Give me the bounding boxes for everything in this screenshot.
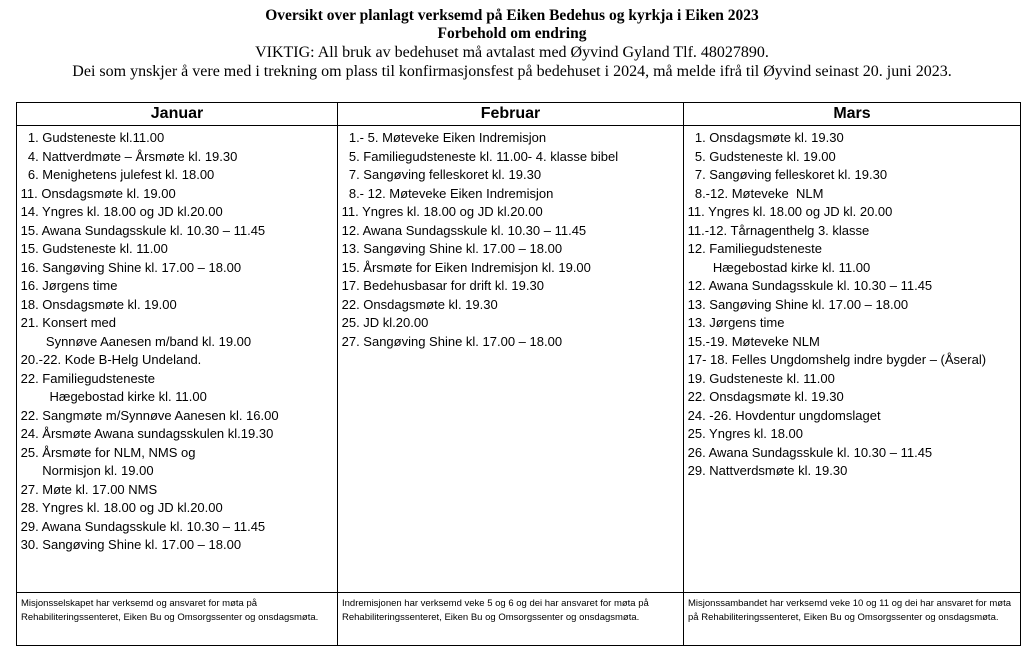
- event-item: 26. Awana Sundagsskule kl. 10.30 – 11.45: [684, 444, 933, 460]
- event-item: 1.- 5. Møteveke Eiken Indremisjon: [338, 130, 547, 145]
- confirmation-notice: Dei som ynskjer å vere med i trekning om plass til konfirmasjonsfest på bedehuset i 2024, må melde ifrå til Øyvind seinast 20. juni 2023.: [72, 63, 952, 80]
- event-item: 22. Sangmøte m/Synnøve Aanesen kl. 16.00: [17, 407, 279, 423]
- event-item: 8.-12. Møteveke NLM: [684, 185, 824, 201]
- event-item: 7. Sangøving felleskoret kl. 19.30: [684, 167, 888, 182]
- event-item: 1. Onsdagsmøte kl. 19.30: [684, 130, 844, 145]
- event-item: 17- 18. Felles Ungdomshelg indre bygder – (Åseral): [684, 352, 987, 367]
- note-mars: Misjonssambandet har verksemd veke 10 og 11 og dei har ansvaret for møta på Rehabiliteringssenteret, Eiken Bu og Omsorgssenter og onsdagsmøta.: [684, 593, 1021, 646]
- events-row: [17, 126, 1021, 593]
- event-item: 19. Gudsteneste kl. 11.00: [684, 370, 835, 386]
- event-item: 13. Sangøving Shine kl. 17.00 – 18.00: [338, 241, 563, 256]
- event-item: 11. Yngres kl. 18.00 og JD kl. 20.00: [684, 204, 893, 219]
- event-item: 13. Sangøving Shine kl. 17.00 – 18.00: [684, 296, 909, 312]
- event-item: 6. Menighetens julefest kl. 18.00: [17, 167, 215, 182]
- event-item: 5. Familiegudsteneste kl. 11.00- 4. klasse bibel: [338, 148, 619, 164]
- document-subtitle: Forbehold om endring: [437, 25, 587, 42]
- event-item: 28. Yngres kl. 18.00 og JD kl.20.00: [17, 500, 223, 515]
- events-januar: [17, 126, 338, 593]
- month-header-mars: Mars: [684, 103, 1021, 126]
- event-item: Normisjon kl. 19.00: [17, 463, 154, 478]
- event-item: 29. Awana Sundagsskule kl. 10.30 – 11.45: [17, 518, 266, 534]
- event-item: 11.-12. Tårnagenthelg 3. klasse: [684, 222, 870, 238]
- event-item: 25. Årsmøte for NLM, NMS og: [17, 444, 196, 460]
- event-item: 12. Awana Sundagsskule kl. 10.30 – 11.45: [684, 278, 933, 293]
- event-item: Hægebostad kirke kl. 11.00: [684, 259, 871, 275]
- event-item: 25. JD kl.20.00: [338, 315, 429, 330]
- event-item: 15. Årsmøte for Eiken Indremisjon kl. 19.00: [338, 259, 591, 275]
- schedule-table: [16, 102, 1021, 646]
- event-item: 20.-22. Kode B-Helg Undeland.: [17, 352, 202, 367]
- event-item: 24. Årsmøte Awana sundagsskulen kl.19.30: [17, 426, 274, 441]
- event-item: 27. Sangøving Shine kl. 17.00 – 18.00: [338, 333, 563, 349]
- event-item: 1. Gudsteneste kl.11.00: [17, 130, 165, 145]
- event-item: 12. Awana Sundagsskule kl. 10.30 – 11.45: [338, 222, 587, 238]
- event-item: 7. Sangøving felleskoret kl. 19.30: [338, 167, 542, 182]
- event-item: 22. Onsdagsmøte kl. 19.30: [684, 389, 844, 404]
- events-mars: [684, 126, 1021, 593]
- event-item: 24. -26. Hovdentur ungdomslaget: [684, 407, 881, 423]
- event-list: [338, 126, 683, 351]
- event-item: 22. Onsdagsmøte kl. 19.30: [338, 296, 498, 312]
- month-header-januar: Januar: [17, 103, 338, 126]
- event-item: 30. Sangøving Shine kl. 17.00 – 18.00: [17, 537, 242, 552]
- event-item: 12. Familiegudsteneste: [684, 241, 823, 256]
- note-februar: Indremisjonen har verksemd veke 5 og 6 og dei har ansvaret for møta på Rehabiliteringssenteret, Eiken Bu og Omsorgssenter og onsdagsmøta.: [338, 593, 684, 646]
- important-notice: VIKTIG: All bruk av bedehuset må avtalast med Øyvind Gyland Tlf. 48027890.: [255, 44, 769, 61]
- event-item: 18. Onsdagsmøte kl. 19.00: [17, 296, 177, 312]
- event-list: [684, 126, 1020, 481]
- event-item: 27. Møte kl. 17.00 NMS: [17, 481, 158, 497]
- document-header: [0, 6, 1024, 81]
- event-item: 15.-19. Møteveke NLM: [684, 333, 820, 349]
- notes-row: [17, 593, 1021, 646]
- month-header-row: [17, 103, 1021, 126]
- event-item: 11. Yngres kl. 18.00 og JD kl.20.00: [338, 204, 543, 219]
- event-item: 15. Awana Sundagsskule kl. 10.30 – 11.45: [17, 222, 266, 238]
- event-item: 4. Nattverdmøte – Årsmøte kl. 19.30: [17, 148, 238, 164]
- event-item: 11. Onsdagsmøte kl. 19.00: [17, 185, 176, 201]
- event-item: 17. Bedehusbasar for drift kl. 19.30: [338, 278, 544, 293]
- event-item: 8.- 12. Møteveke Eiken Indremisjon: [338, 185, 554, 201]
- event-item: 15. Gudsteneste kl. 11.00: [17, 241, 168, 256]
- event-item: Synnøve Aanesen m/band kl. 19.00: [17, 333, 252, 349]
- event-list: [17, 126, 337, 555]
- events-februar: [338, 126, 684, 593]
- event-item: 25. Yngres kl. 18.00: [684, 426, 804, 441]
- event-item: 14. Yngres kl. 18.00 og JD kl.20.00: [17, 204, 223, 219]
- event-item: 13. Jørgens time: [684, 315, 785, 330]
- event-item: 21. Konsert med: [17, 315, 116, 330]
- event-item: 5. Gudsteneste kl. 19.00: [684, 148, 836, 164]
- note-januar: Misjonsselskapet har verksemd og ansvaret for møta på Rehabiliteringssenteret, Eiken Bu og Omsorgssenter og onsdagsmøta.: [17, 593, 338, 646]
- month-header-februar: Februar: [338, 103, 684, 126]
- event-item: 29. Nattverdsmøte kl. 19.30: [684, 463, 848, 478]
- event-item: 16. Sangøving Shine kl. 17.00 – 18.00: [17, 259, 242, 275]
- event-item: Hægebostad kirke kl. 11.00: [17, 389, 207, 404]
- event-item: 22. Familiegudsteneste: [17, 370, 156, 386]
- document-title: Oversikt over planlagt verksemd på Eiken Bedehus og kyrkja i Eiken 2023: [265, 7, 759, 24]
- event-item: 16. Jørgens time: [17, 278, 118, 293]
